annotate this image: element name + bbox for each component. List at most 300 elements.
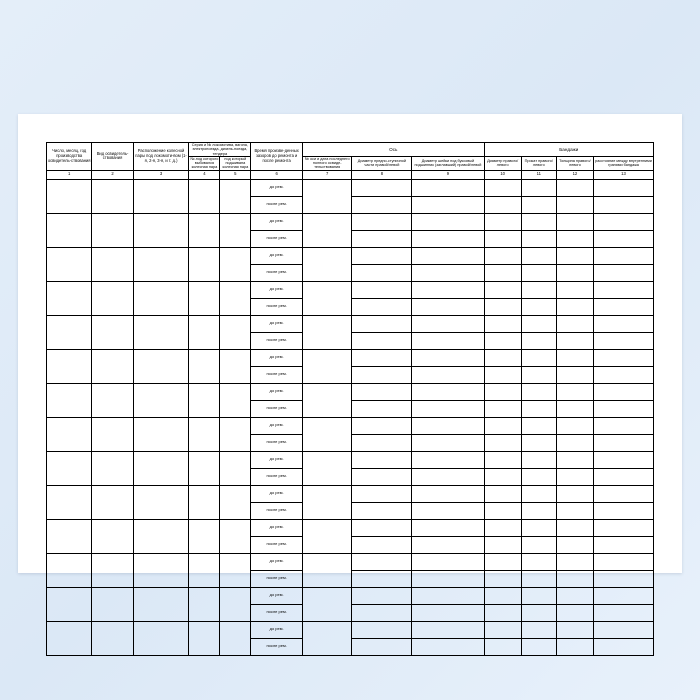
- data-cell[interactable]: [302, 179, 352, 213]
- data-cell[interactable]: [484, 468, 521, 485]
- data-cell[interactable]: [412, 604, 484, 621]
- data-cell[interactable]: [133, 383, 189, 417]
- data-cell[interactable]: [594, 604, 654, 621]
- data-cell[interactable]: [484, 400, 521, 417]
- data-cell[interactable]: [521, 298, 556, 315]
- data-cell[interactable]: [594, 485, 654, 502]
- data-cell[interactable]: [220, 587, 251, 621]
- data-cell[interactable]: [133, 179, 189, 213]
- data-cell[interactable]: [133, 213, 189, 247]
- data-cell[interactable]: [302, 281, 352, 315]
- data-cell[interactable]: [47, 247, 92, 281]
- data-cell[interactable]: [133, 451, 189, 485]
- data-cell[interactable]: [521, 213, 556, 230]
- stage-label: до рем.: [251, 485, 303, 502]
- data-cell[interactable]: [47, 213, 92, 247]
- data-cell[interactable]: [189, 519, 220, 553]
- data-cell[interactable]: [352, 553, 412, 570]
- data-cell[interactable]: [47, 417, 92, 451]
- data-cell[interactable]: [220, 247, 251, 281]
- data-cell[interactable]: [47, 621, 92, 655]
- table-row[interactable]: [47, 451, 654, 468]
- column-number: 9: [412, 170, 484, 179]
- stage-label: до рем.: [251, 417, 303, 434]
- data-cell[interactable]: [556, 621, 593, 638]
- data-cell[interactable]: [521, 349, 556, 366]
- inspection-form-table: [46, 142, 654, 656]
- data-cell[interactable]: [594, 587, 654, 604]
- data-cell[interactable]: [521, 417, 556, 434]
- data-cell[interactable]: [189, 485, 220, 519]
- data-cell[interactable]: [352, 502, 412, 519]
- data-cell[interactable]: [521, 502, 556, 519]
- data-cell[interactable]: [220, 213, 251, 247]
- header-cell-12: Толщина правого/ левого: [556, 156, 593, 170]
- data-cell[interactable]: [484, 485, 521, 502]
- data-cell[interactable]: [556, 638, 593, 655]
- data-cell[interactable]: [47, 519, 92, 553]
- data-cell[interactable]: [352, 621, 412, 638]
- stage-label: после рем.: [251, 638, 303, 655]
- data-cell[interactable]: [484, 230, 521, 247]
- data-cell[interactable]: [189, 553, 220, 587]
- data-cell[interactable]: [352, 383, 412, 400]
- data-cell[interactable]: [47, 587, 92, 621]
- data-cell[interactable]: [556, 587, 593, 604]
- data-cell[interactable]: [220, 281, 251, 315]
- data-cell[interactable]: [556, 553, 593, 570]
- data-cell[interactable]: [302, 417, 352, 451]
- data-cell[interactable]: [484, 383, 521, 400]
- data-cell[interactable]: [352, 264, 412, 281]
- data-cell[interactable]: [556, 213, 593, 230]
- data-cell[interactable]: [594, 417, 654, 434]
- data-cell[interactable]: [556, 485, 593, 502]
- data-cell[interactable]: [412, 451, 484, 468]
- stage-label: до рем.: [251, 587, 303, 604]
- table-row[interactable]: [47, 485, 654, 502]
- data-cell[interactable]: [412, 247, 484, 264]
- stage-label: до рем.: [251, 247, 303, 264]
- data-cell[interactable]: [412, 519, 484, 536]
- data-cell[interactable]: [521, 519, 556, 536]
- data-cell[interactable]: [133, 315, 189, 349]
- data-cell[interactable]: [220, 485, 251, 519]
- data-cell[interactable]: [302, 587, 352, 621]
- data-cell[interactable]: [220, 417, 251, 451]
- data-cell[interactable]: [484, 417, 521, 434]
- data-cell[interactable]: [220, 451, 251, 485]
- header-row-top: [47, 143, 654, 157]
- data-cell[interactable]: [594, 553, 654, 570]
- data-cell[interactable]: [484, 298, 521, 315]
- data-cell[interactable]: [484, 213, 521, 230]
- data-cell[interactable]: [302, 485, 352, 519]
- data-cell[interactable]: [594, 638, 654, 655]
- data-cell[interactable]: [521, 179, 556, 196]
- header-cell-9: Диаметр шейки под буксовый подшипник (заглавший) правой/левой: [412, 156, 484, 170]
- data-cell[interactable]: [352, 434, 412, 451]
- data-cell[interactable]: [484, 349, 521, 366]
- form-sheet: [18, 114, 682, 649]
- data-cell[interactable]: [352, 468, 412, 485]
- data-cell[interactable]: [412, 553, 484, 570]
- data-cell[interactable]: [92, 179, 133, 213]
- data-cell[interactable]: [594, 434, 654, 451]
- data-cell[interactable]: [484, 536, 521, 553]
- data-cell[interactable]: [484, 519, 521, 536]
- data-cell[interactable]: [556, 519, 593, 536]
- data-cell[interactable]: [521, 587, 556, 604]
- header-cell-4-group: Серия и № локомотива, вагона, электропоезда, дизель-поезда, тендера: [189, 143, 251, 157]
- table-row[interactable]: [47, 621, 654, 638]
- data-cell[interactable]: [189, 621, 220, 655]
- data-cell[interactable]: [556, 264, 593, 281]
- data-cell[interactable]: [556, 502, 593, 519]
- stage-label: после рем.: [251, 196, 303, 213]
- table-row[interactable]: [47, 179, 654, 196]
- data-cell[interactable]: [484, 604, 521, 621]
- data-cell[interactable]: [92, 553, 133, 587]
- data-cell[interactable]: [556, 230, 593, 247]
- data-cell[interactable]: [412, 196, 484, 213]
- data-cell[interactable]: [133, 519, 189, 553]
- data-cell[interactable]: [521, 315, 556, 332]
- data-cell[interactable]: [556, 179, 593, 196]
- table-row[interactable]: [47, 247, 654, 264]
- data-cell[interactable]: [352, 230, 412, 247]
- data-cell[interactable]: [594, 264, 654, 281]
- data-cell[interactable]: [47, 281, 92, 315]
- data-cell[interactable]: [521, 451, 556, 468]
- header-cell-11: Прокат правого/ левого: [521, 156, 556, 170]
- data-cell[interactable]: [302, 553, 352, 587]
- data-cell[interactable]: [484, 315, 521, 332]
- data-cell[interactable]: [220, 315, 251, 349]
- data-cell[interactable]: [189, 213, 220, 247]
- data-cell[interactable]: [220, 621, 251, 655]
- data-cell[interactable]: [352, 536, 412, 553]
- data-cell[interactable]: [521, 247, 556, 264]
- data-cell[interactable]: [412, 366, 484, 383]
- stage-label: после рем.: [251, 230, 303, 247]
- data-cell[interactable]: [412, 400, 484, 417]
- data-cell[interactable]: [47, 451, 92, 485]
- data-cell[interactable]: [521, 468, 556, 485]
- column-number: 12: [556, 170, 593, 179]
- data-cell[interactable]: [556, 400, 593, 417]
- data-cell[interactable]: [594, 332, 654, 349]
- data-cell[interactable]: [412, 332, 484, 349]
- data-cell[interactable]: [556, 349, 593, 366]
- data-cell[interactable]: [556, 281, 593, 298]
- data-cell[interactable]: [92, 281, 133, 315]
- stage-label: до рем.: [251, 519, 303, 536]
- data-cell[interactable]: [484, 247, 521, 264]
- data-cell[interactable]: [521, 604, 556, 621]
- data-cell[interactable]: [594, 366, 654, 383]
- data-cell[interactable]: [556, 315, 593, 332]
- header-cell-5: под который подшивана колесная пара: [220, 156, 251, 170]
- data-cell[interactable]: [521, 621, 556, 638]
- data-cell[interactable]: [92, 451, 133, 485]
- column-number-row: [47, 170, 654, 179]
- data-cell[interactable]: [133, 417, 189, 451]
- data-cell[interactable]: [220, 179, 251, 213]
- table-row[interactable]: [47, 587, 654, 604]
- data-cell[interactable]: [556, 332, 593, 349]
- data-cell[interactable]: [556, 451, 593, 468]
- data-cell[interactable]: [412, 587, 484, 604]
- data-cell[interactable]: [352, 519, 412, 536]
- data-cell[interactable]: [556, 366, 593, 383]
- data-cell[interactable]: [189, 451, 220, 485]
- data-cell[interactable]: [484, 434, 521, 451]
- data-cell[interactable]: [484, 332, 521, 349]
- data-cell[interactable]: [594, 468, 654, 485]
- data-cell[interactable]: [302, 247, 352, 281]
- data-cell[interactable]: [412, 536, 484, 553]
- table-row[interactable]: [47, 417, 654, 434]
- data-cell[interactable]: [412, 264, 484, 281]
- data-cell[interactable]: [92, 519, 133, 553]
- data-cell[interactable]: [302, 349, 352, 383]
- data-cell[interactable]: [220, 383, 251, 417]
- data-cell[interactable]: [594, 400, 654, 417]
- data-cell[interactable]: [352, 281, 412, 298]
- data-cell[interactable]: [352, 587, 412, 604]
- data-cell[interactable]: [556, 247, 593, 264]
- header-cell-3: Расположение колесной пары под локомоти-вом (1-я, 2-я, 3-я, и т. д.): [133, 143, 189, 171]
- data-cell[interactable]: [220, 519, 251, 553]
- stage-label: после рем.: [251, 468, 303, 485]
- data-cell[interactable]: [594, 298, 654, 315]
- data-cell[interactable]: [189, 417, 220, 451]
- stage-label: до рем.: [251, 383, 303, 400]
- data-cell[interactable]: [412, 179, 484, 196]
- data-cell[interactable]: [92, 213, 133, 247]
- data-cell[interactable]: [484, 553, 521, 570]
- data-cell[interactable]: [92, 315, 133, 349]
- data-cell[interactable]: [412, 417, 484, 434]
- data-cell[interactable]: [594, 247, 654, 264]
- column-number: 6: [251, 170, 303, 179]
- data-cell[interactable]: [594, 179, 654, 196]
- data-cell[interactable]: [133, 247, 189, 281]
- data-cell[interactable]: [484, 451, 521, 468]
- stage-label: до рем.: [251, 621, 303, 638]
- data-cell[interactable]: [594, 196, 654, 213]
- data-cell[interactable]: [189, 383, 220, 417]
- data-cell[interactable]: [556, 604, 593, 621]
- data-cell[interactable]: [412, 213, 484, 230]
- data-cell[interactable]: [92, 621, 133, 655]
- data-cell[interactable]: [521, 485, 556, 502]
- stage-label: до рем.: [251, 281, 303, 298]
- data-cell[interactable]: [133, 553, 189, 587]
- table-row[interactable]: [47, 383, 654, 400]
- data-cell[interactable]: [189, 179, 220, 213]
- table-row[interactable]: [47, 553, 654, 570]
- data-cell[interactable]: [412, 281, 484, 298]
- table-row[interactable]: [47, 281, 654, 298]
- data-cell[interactable]: [92, 587, 133, 621]
- data-cell[interactable]: [412, 434, 484, 451]
- data-cell[interactable]: [484, 196, 521, 213]
- data-cell[interactable]: [484, 264, 521, 281]
- data-cell[interactable]: [521, 264, 556, 281]
- data-cell[interactable]: [133, 281, 189, 315]
- data-cell[interactable]: [556, 468, 593, 485]
- data-cell[interactable]: [302, 383, 352, 417]
- data-cell[interactable]: [521, 383, 556, 400]
- data-cell[interactable]: [594, 213, 654, 230]
- data-cell[interactable]: [412, 383, 484, 400]
- data-cell[interactable]: [484, 587, 521, 604]
- data-cell[interactable]: [521, 281, 556, 298]
- data-cell[interactable]: [92, 383, 133, 417]
- data-cell[interactable]: [47, 553, 92, 587]
- data-cell[interactable]: [133, 587, 189, 621]
- data-cell[interactable]: [412, 315, 484, 332]
- data-cell[interactable]: [412, 570, 484, 587]
- data-cell[interactable]: [594, 519, 654, 536]
- data-cell[interactable]: [594, 502, 654, 519]
- data-cell[interactable]: [594, 315, 654, 332]
- data-cell[interactable]: [352, 315, 412, 332]
- data-cell[interactable]: [352, 349, 412, 366]
- data-cell[interactable]: [412, 349, 484, 366]
- data-cell[interactable]: [352, 247, 412, 264]
- data-cell[interactable]: [352, 604, 412, 621]
- data-cell[interactable]: [352, 213, 412, 230]
- data-cell[interactable]: [302, 451, 352, 485]
- table-row[interactable]: [47, 349, 654, 366]
- data-cell[interactable]: [556, 570, 593, 587]
- data-cell[interactable]: [189, 349, 220, 383]
- stage-label: после рем.: [251, 298, 303, 315]
- data-cell[interactable]: [594, 230, 654, 247]
- data-cell[interactable]: [484, 638, 521, 655]
- data-cell[interactable]: [92, 417, 133, 451]
- data-cell[interactable]: [412, 502, 484, 519]
- data-cell[interactable]: [133, 349, 189, 383]
- data-cell[interactable]: [92, 247, 133, 281]
- data-cell[interactable]: [189, 315, 220, 349]
- data-cell[interactable]: [412, 621, 484, 638]
- data-cell[interactable]: [521, 366, 556, 383]
- column-number: 11: [521, 170, 556, 179]
- data-cell[interactable]: [352, 485, 412, 502]
- table-row[interactable]: [47, 519, 654, 536]
- data-cell[interactable]: [47, 383, 92, 417]
- data-cell[interactable]: [220, 553, 251, 587]
- data-cell[interactable]: [352, 570, 412, 587]
- data-cell[interactable]: [484, 621, 521, 638]
- data-cell[interactable]: [352, 332, 412, 349]
- stage-label: до рем.: [251, 451, 303, 468]
- data-cell[interactable]: [594, 281, 654, 298]
- data-cell[interactable]: [352, 638, 412, 655]
- data-cell[interactable]: [594, 383, 654, 400]
- data-cell[interactable]: [484, 281, 521, 298]
- data-cell[interactable]: [484, 570, 521, 587]
- data-cell[interactable]: [412, 485, 484, 502]
- data-cell[interactable]: [302, 315, 352, 349]
- table-row[interactable]: [47, 315, 654, 332]
- data-cell[interactable]: [521, 196, 556, 213]
- data-cell[interactable]: [352, 298, 412, 315]
- data-cell[interactable]: [133, 485, 189, 519]
- data-cell[interactable]: [47, 315, 92, 349]
- data-cell[interactable]: [521, 638, 556, 655]
- data-cell[interactable]: [556, 417, 593, 434]
- data-cell[interactable]: [189, 587, 220, 621]
- data-cell[interactable]: [189, 247, 220, 281]
- data-cell[interactable]: [556, 383, 593, 400]
- data-cell[interactable]: [189, 281, 220, 315]
- column-number: 7: [302, 170, 352, 179]
- stage-label: после рем.: [251, 502, 303, 519]
- data-cell[interactable]: [521, 230, 556, 247]
- data-cell[interactable]: [92, 349, 133, 383]
- data-cell[interactable]: [412, 298, 484, 315]
- data-cell[interactable]: [302, 621, 352, 655]
- data-cell[interactable]: [521, 400, 556, 417]
- data-cell[interactable]: [484, 179, 521, 196]
- data-cell[interactable]: [556, 434, 593, 451]
- column-number: 2: [92, 170, 133, 179]
- data-cell[interactable]: [594, 349, 654, 366]
- data-cell[interactable]: [352, 366, 412, 383]
- data-cell[interactable]: [352, 451, 412, 468]
- data-cell[interactable]: [220, 349, 251, 383]
- data-cell[interactable]: [521, 332, 556, 349]
- data-cell[interactable]: [352, 179, 412, 196]
- data-cell[interactable]: [302, 213, 352, 247]
- data-cell[interactable]: [412, 638, 484, 655]
- data-cell[interactable]: [594, 451, 654, 468]
- stage-label: после рем.: [251, 366, 303, 383]
- data-cell[interactable]: [412, 230, 484, 247]
- data-cell[interactable]: [556, 536, 593, 553]
- stage-label: до рем.: [251, 553, 303, 570]
- data-cell[interactable]: [594, 621, 654, 638]
- data-cell[interactable]: [302, 519, 352, 553]
- table-row[interactable]: [47, 213, 654, 230]
- data-cell[interactable]: [352, 400, 412, 417]
- data-cell[interactable]: [412, 468, 484, 485]
- data-cell[interactable]: [47, 485, 92, 519]
- data-cell[interactable]: [352, 196, 412, 213]
- data-cell[interactable]: [594, 536, 654, 553]
- data-cell[interactable]: [521, 536, 556, 553]
- data-cell[interactable]: [521, 553, 556, 570]
- data-cell[interactable]: [352, 417, 412, 434]
- data-cell[interactable]: [133, 621, 189, 655]
- data-cell[interactable]: [556, 196, 593, 213]
- data-cell[interactable]: [47, 179, 92, 213]
- data-cell[interactable]: [521, 570, 556, 587]
- data-cell[interactable]: [47, 349, 92, 383]
- data-cell[interactable]: [92, 485, 133, 519]
- data-cell[interactable]: [594, 570, 654, 587]
- stage-label: после рем.: [251, 604, 303, 621]
- data-cell[interactable]: [556, 298, 593, 315]
- data-cell[interactable]: [484, 502, 521, 519]
- data-cell[interactable]: [484, 366, 521, 383]
- data-cell[interactable]: [521, 434, 556, 451]
